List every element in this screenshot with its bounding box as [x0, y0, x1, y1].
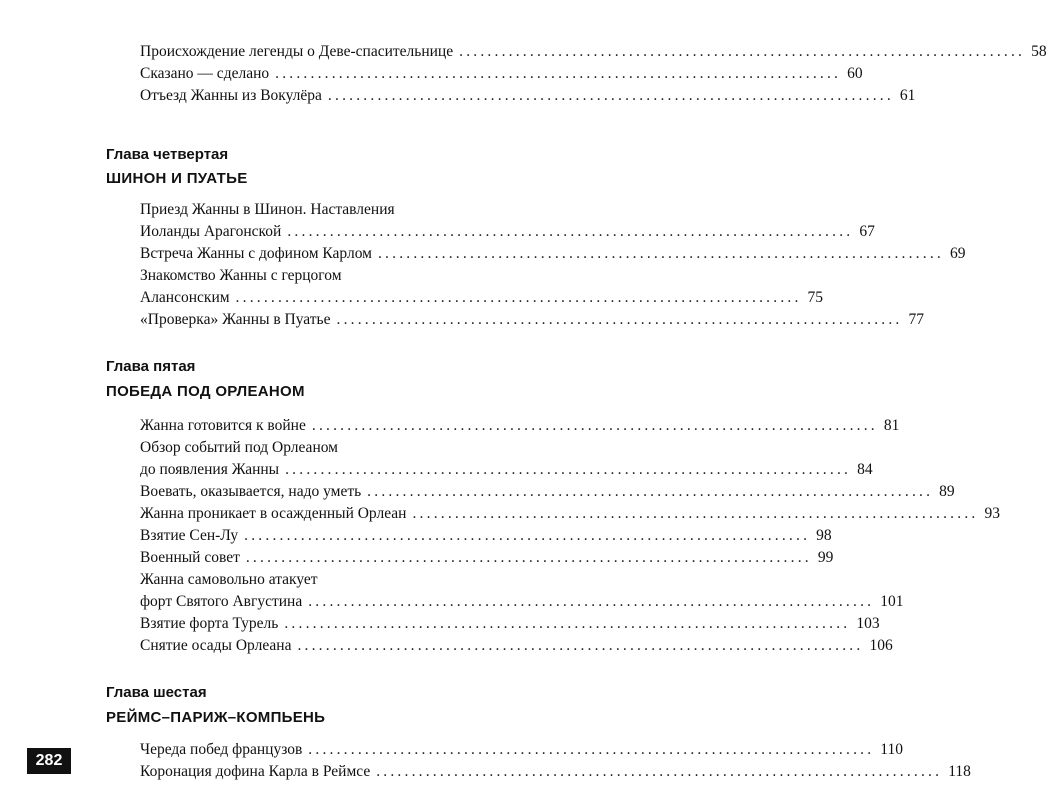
dot-leader: ................................................................................	[284, 615, 851, 632]
toc-entry-page: 67	[859, 223, 875, 240]
toc-entry[interactable]	[140, 547, 834, 569]
toc-entry[interactable]	[140, 63, 863, 85]
toc-entry-page: 58	[1031, 43, 1047, 60]
toc-entry-title: Отъезд Жанны из Вокулёра	[140, 87, 322, 104]
dot-leader: ................................................................................	[367, 483, 934, 500]
dot-leader: ................................................................................	[235, 289, 802, 306]
toc-entry[interactable]	[140, 265, 512, 287]
toc-entry[interactable]	[140, 481, 955, 503]
dot-leader: ................................................................................	[308, 593, 875, 610]
chapter-title: ПОБЕДА ПОД ОРЛЕАНОМ	[106, 383, 305, 400]
toc-entry[interactable]	[140, 569, 512, 591]
toc-entry-title: до появления Жанны	[140, 461, 280, 478]
toc-entry-page: 93	[984, 505, 1000, 522]
chapter-label: Глава шестая	[106, 684, 207, 701]
toc-entry[interactable]	[140, 459, 873, 481]
toc-entry-title: Встреча Жанны с дофином Карлом	[140, 245, 372, 262]
chapter-title: ШИНОН И ПУАТЬЕ	[106, 170, 248, 187]
toc-entry[interactable]	[140, 761, 971, 783]
toc-entry-page: 61	[899, 87, 916, 104]
toc-entry-page: 84	[857, 461, 873, 478]
toc-entry-page: 75	[807, 289, 824, 306]
dot-leader: ................................................................................	[245, 549, 812, 566]
toc-entry-title: форт Святого Августина	[140, 593, 303, 610]
toc-entry-title: Жанна проникает в осажденный Орлеан	[140, 505, 407, 522]
toc-entry-title: Сказано — сделано	[140, 65, 270, 82]
toc-entry[interactable]	[140, 199, 512, 221]
toc-entry-page: 89	[939, 483, 955, 500]
toc-entry-title: Жанна готовится к войне	[140, 417, 306, 434]
toc-entry-title: «Проверка» Жанны в Пуатье	[140, 311, 331, 328]
toc-entry[interactable]	[140, 437, 512, 459]
toc-entry-title: Воевать, оказывается, надо уметь	[140, 483, 362, 500]
toc-entry[interactable]	[140, 591, 904, 613]
dot-leader: ................................................................................	[376, 763, 943, 780]
toc-entry[interactable]	[140, 221, 875, 243]
toc-entry-page: 118	[948, 763, 971, 780]
dot-leader: ................................................................................	[285, 461, 852, 478]
toc-entry[interactable]	[140, 243, 966, 265]
toc-entry-title: Происхождение легенды о Деве-спасительнице	[140, 43, 454, 60]
toc-entry[interactable]	[140, 525, 832, 547]
toc-entry-title: Взятие Сен-Лу	[140, 527, 239, 544]
toc-entry-page: 81	[883, 417, 900, 434]
toc-entry[interactable]	[140, 503, 1000, 525]
toc-entry-page: 69	[949, 245, 966, 262]
toc-entry-title: Обзор событий под Орлеаном	[140, 439, 338, 456]
toc-entry[interactable]	[140, 309, 924, 331]
toc-entry-page: 106	[869, 637, 893, 654]
dot-leader: ................................................................................	[311, 417, 878, 434]
toc-entry-page: 98	[816, 527, 832, 544]
toc-entry[interactable]	[140, 41, 1047, 63]
dot-leader: ................................................................................	[336, 311, 903, 328]
page-number-badge: 282	[27, 748, 71, 774]
dot-leader: ................................................................................	[297, 637, 864, 654]
dot-leader: ................................................................................	[275, 65, 842, 82]
dot-leader: ................................................................................	[308, 741, 875, 758]
toc-entry-title: Взятие форта Турель	[140, 615, 279, 632]
toc-entry-page: 77	[908, 311, 924, 328]
toc-entry-title: Иоланды Арагонской	[140, 223, 282, 240]
toc-entry-title: Жанна самовольно атакует	[140, 571, 318, 588]
toc-entry-title: Коронация дофина Карла в Реймсе	[140, 763, 371, 780]
chapter-label: Глава четвертая	[106, 146, 229, 163]
chapter-label: Глава пятая	[106, 358, 196, 375]
dot-leader: ................................................................................	[244, 527, 811, 544]
dot-leader: ................................................................................	[377, 245, 944, 262]
toc-entry-page: 101	[880, 593, 904, 610]
dot-leader: ................................................................................	[459, 43, 1026, 60]
dot-leader: ................................................................................	[287, 223, 854, 240]
toc-entry[interactable]	[140, 287, 824, 309]
toc-entry-page: 99	[817, 549, 834, 566]
dot-leader: ................................................................................	[327, 87, 894, 104]
toc-entry[interactable]	[140, 613, 880, 635]
toc-entry-page: 60	[847, 65, 863, 82]
toc-entry-page: 103	[856, 615, 880, 632]
toc-entry[interactable]	[140, 415, 900, 437]
toc-entry-page: 110	[880, 741, 903, 758]
toc-entry-title: Череда побед французов	[140, 741, 303, 758]
dot-leader: ................................................................................	[412, 505, 979, 522]
toc-entry-title: Знакомство Жанны с герцогом	[140, 267, 342, 284]
toc-entry-title: Военный совет	[140, 549, 240, 566]
toc-entry-title: Алансонским	[140, 289, 230, 306]
toc-entry[interactable]	[140, 635, 893, 657]
toc-entry[interactable]	[140, 85, 916, 107]
toc-entry[interactable]	[140, 739, 903, 761]
toc-entry-title: Приезд Жанны в Шинон. Наставления	[140, 201, 395, 218]
toc-entry-title: Снятие осады Орлеана	[140, 637, 292, 654]
chapter-title: РЕЙМС–ПАРИЖ–КОМПЬЕНЬ	[106, 709, 326, 726]
